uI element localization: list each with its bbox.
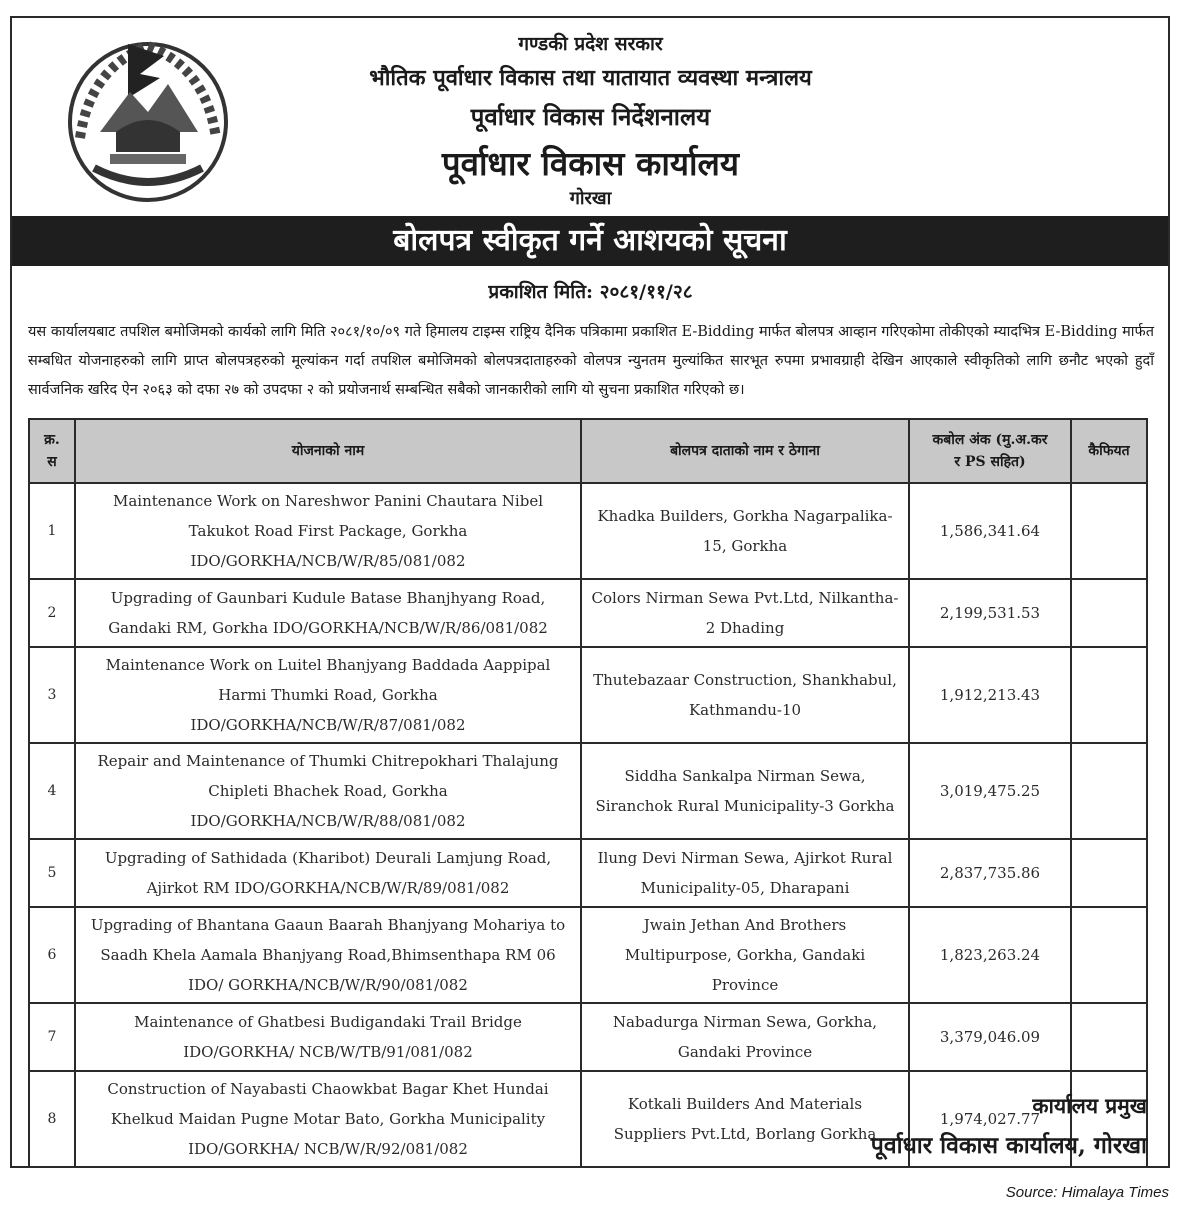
cell-project: Maintenance Work on Nareshwor Panini Chautara Nibel Takukot Road First Package, Gorkha IDO/GORKHA/NCB/W/R/85/081/082 bbox=[75, 483, 581, 579]
table-row bbox=[29, 1003, 1147, 1071]
col-header-remarks: कैफियत bbox=[1071, 419, 1147, 483]
table-header-row bbox=[29, 419, 1147, 483]
cell-sn: 2 bbox=[29, 579, 75, 647]
cell-amount: 2,199,531.53 bbox=[909, 579, 1071, 647]
header-office: पूर्वाधार विकास कार्यालय bbox=[441, 144, 740, 183]
table-row bbox=[29, 839, 1147, 907]
cell-sn: 6 bbox=[29, 907, 75, 1003]
cell-project: Repair and Maintenance of Thumki Chitrepokhari Thalajung Chipleti Bhachek Road, Gorkha IDO/GORKHA/NCB/W/R/88/081/082 bbox=[75, 743, 581, 839]
table-row bbox=[29, 743, 1147, 839]
cell-bidder: Jwain Jethan And Brothers Multipurpose, Gorkha, Gandaki Province bbox=[581, 907, 909, 1003]
cell-sn: 7 bbox=[29, 1003, 75, 1071]
table-row bbox=[29, 907, 1147, 1003]
signature-office: पूर्वाधार विकास कार्यालय, गोरखा bbox=[870, 1132, 1147, 1159]
table-row bbox=[29, 483, 1147, 579]
cell-amount: 1,823,263.24 bbox=[909, 907, 1071, 1003]
cell-project: Upgrading of Bhantana Gaaun Baarah Bhanjyang Mohariya to Saadh Khela Aamala Bhanjyang Road,Bhimsenthapa RM 06 IDO/ GORKHA/NCB/W/R/90/081/082 bbox=[75, 907, 581, 1003]
cell-remarks bbox=[1071, 839, 1147, 907]
cell-bidder: Colors Nirman Sewa Pvt.Ltd, Nilkantha-2 Dhading bbox=[581, 579, 909, 647]
cell-sn: 5 bbox=[29, 839, 75, 907]
col-header-sn: क्र. स bbox=[29, 419, 75, 483]
cell-remarks bbox=[1071, 483, 1147, 579]
cell-bidder: Thutebazaar Construction, Shankhabul, Kathmandu-10 bbox=[581, 647, 909, 743]
cell-remarks bbox=[1071, 647, 1147, 743]
header-province: गण्डकी प्रदेश सरकार bbox=[518, 33, 663, 55]
cell-amount: 1,912,213.43 bbox=[909, 647, 1071, 743]
cell-project: Upgrading of Gaunbari Kudule Batase Bhanjhyang Road, Gandaki RM, Gorkha IDO/GORKHA/NCB/W/R/86/081/082 bbox=[75, 579, 581, 647]
cell-amount: 1,974,027.77 bbox=[909, 1071, 1071, 1167]
cell-sn: 3 bbox=[29, 647, 75, 743]
cell-bidder: Khadka Builders, Gorkha Nagarpalika-15, Gorkha bbox=[581, 483, 909, 579]
cell-bidder: Kotkali Builders And Materials Suppliers Pvt.Ltd, Borlang Gorkha bbox=[581, 1071, 909, 1167]
notice-paragraph: यस कार्यालयबाट तपशिल बमोजिमको कार्यको लागि मिति २०८१/१०/०९ गते हिमालय टाइम्स राष्ट्रिय दैनिक पत्रिकामा प्रकाशित E-Bidding मार्फत बोलपत्र आव्हान गरिएकोमा तोकीएको म्यादभित्र E-Bidding मार्फत सम्बधित योजनाहरुको लागि प्राप्त बोलपत्रहरुको मूल्यांकन गर्दा तपशिल बमोजिमको बोलपत्रदाताहरुको वोलपत्र न्युनतम मुल्यांकित सारभूत रुपमा प्रभावग्राही देखिन आएकाले स्वीकृतिको लागि छनौट भएको हुदाँ सार्वजनिक खरिद ऐन २०६३ को दफा २७ को उपदफा २ को प्रयोजनार्थ सम्बन्धित सबैको जानकारीको लागि यो सुचना प्रकाशित गरिएको छ। bbox=[28, 324, 1155, 398]
notice-title: बोलपत्र स्वीकृत गर्ने आशयको सूचना bbox=[12, 216, 1168, 266]
cell-bidder: Nabadurga Nirman Sewa, Gorkha, Gandaki Province bbox=[581, 1003, 909, 1071]
cell-sn: 8 bbox=[29, 1071, 75, 1167]
signature-title: कार्यालय प्रमुख bbox=[1032, 1093, 1147, 1118]
cell-remarks bbox=[1071, 907, 1147, 1003]
cell-amount: 1,586,341.64 bbox=[909, 483, 1071, 579]
cell-project: Upgrading of Sathidada (Kharibot) Deurali Lamjung Road, Ajirkot RM IDO/GORKHA/NCB/W/R/89/081/082 bbox=[75, 839, 581, 907]
col-header-amount: कबोल अंक (मु.अ.कर र PS सहित) bbox=[909, 419, 1071, 483]
header-ministry: भौतिक पूर्वाधार विकास तथा यातायात व्यवस्था मन्त्रालय bbox=[369, 65, 812, 91]
cell-remarks bbox=[1071, 1003, 1147, 1071]
cell-project: Maintenance Work on Luitel Bhanjyang Baddada Aappipal Harmi Thumki Road, Gorkha IDO/GORKHA/NCB/W/R/87/081/082 bbox=[75, 647, 581, 743]
table-row bbox=[29, 579, 1147, 647]
cell-sn: 1 bbox=[29, 483, 75, 579]
cell-amount: 2,837,735.86 bbox=[909, 839, 1071, 907]
cell-remarks bbox=[1071, 743, 1147, 839]
col-header-bidder: बोलपत्र दाताको नाम र ठेगाना bbox=[581, 419, 909, 483]
bid-table bbox=[28, 418, 1148, 1168]
table-row bbox=[29, 647, 1147, 743]
cell-amount: 3,379,046.09 bbox=[909, 1003, 1071, 1071]
col-header-project: योजनाको नाम bbox=[75, 419, 581, 483]
cell-remarks bbox=[1071, 579, 1147, 647]
cell-bidder: Siddha Sankalpa Nirman Sewa, Siranchok Rural Municipality-3 Gorkha bbox=[581, 743, 909, 839]
published-date: प्रकाशित मिति: २०८१/११/२८ bbox=[488, 281, 693, 303]
source-credit: Source: Himalaya Times bbox=[1005, 1184, 1169, 1201]
cell-bidder: Ilung Devi Nirman Sewa, Ajirkot Rural Municipality-05, Dharapani bbox=[581, 839, 909, 907]
cell-project: Maintenance of Ghatbesi Budigandaki Trail Bridge IDO/GORKHA/ NCB/W/TB/91/081/082 bbox=[75, 1003, 581, 1071]
header-location: गोरखा bbox=[569, 188, 612, 209]
cell-sn: 4 bbox=[29, 743, 75, 839]
cell-project: Construction of Nayabasti Chaowkbat Bagar Khet Hundai Khelkud Maidan Pugne Motar Bato, Gorkha Municipality IDO/GORKHA/ NCB/W/R/92/081/082 bbox=[75, 1071, 581, 1167]
header-directorate: पूर्वाधार विकास निर्देशनालय bbox=[470, 102, 711, 131]
cell-amount: 3,019,475.25 bbox=[909, 743, 1071, 839]
